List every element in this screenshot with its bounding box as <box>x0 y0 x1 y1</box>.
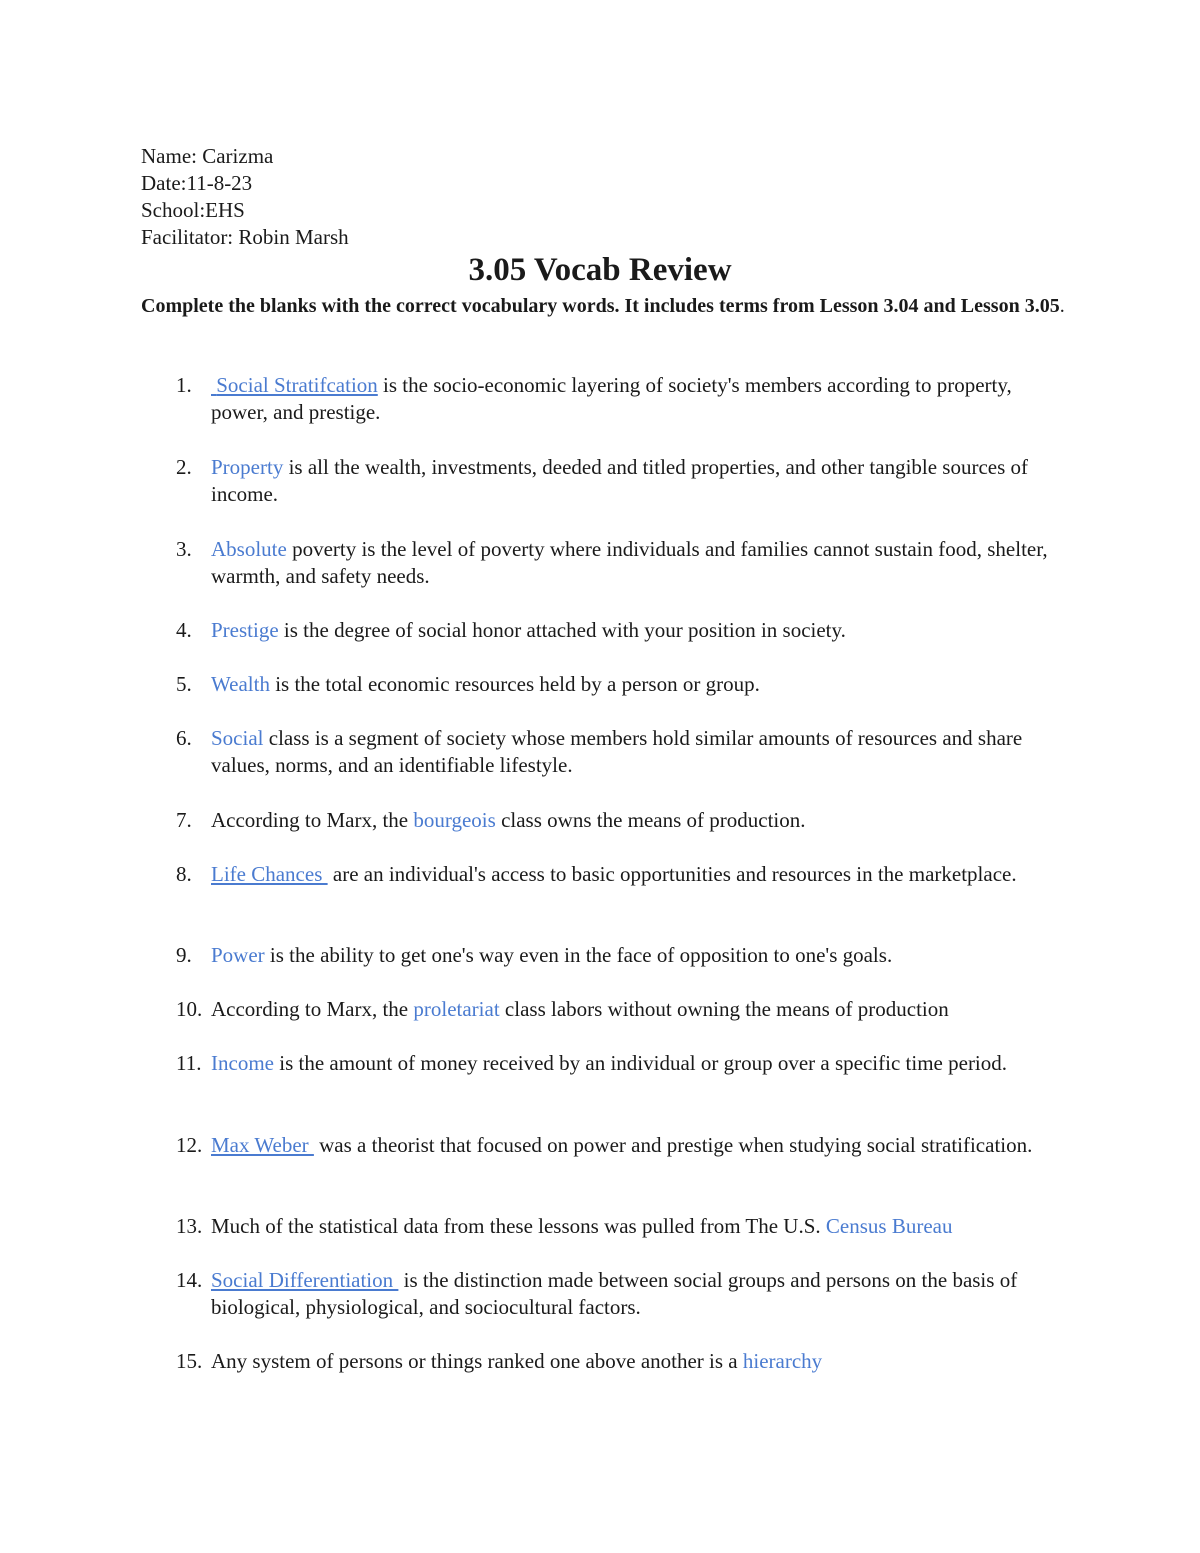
item-text-after: is all the wealth, investments, deeded and titled properties, and other tangible sources of income. <box>211 455 1029 506</box>
item-text-before: Much of the statistical data from these lessons was pulled from The U.S. <box>211 1214 826 1238</box>
item-text <box>211 372 1051 426</box>
item-text <box>211 1348 1051 1375</box>
item-text-after: class labors without owning the means of production <box>499 997 949 1021</box>
item-text <box>211 617 1051 644</box>
item-text <box>211 861 1051 888</box>
item-text-after: class is a segment of society whose members hold similar amounts of resources and share values, norms, and an identifiable lifestyle. <box>211 726 1023 777</box>
item-text-after: is the socio-economic layering of society's members according to property, power, and prestige. <box>211 373 1012 424</box>
vocab-answer: Income <box>211 1051 274 1075</box>
item-number: 8. <box>176 862 192 886</box>
item-text <box>211 996 1051 1023</box>
item-text-after: is the distinction made between social groups and persons on the basis of biological, physiological, and sociocultural factors. <box>211 1268 1018 1319</box>
vocab-answer: bourgeois <box>413 808 496 832</box>
page-title: 3.05 Vocab Review <box>468 252 732 288</box>
student-name: Name: Carizma <box>141 144 274 168</box>
vocab-answer: hierarchy <box>742 1349 823 1373</box>
instructions-period: . <box>1059 295 1065 317</box>
instructions-text: Complete the blanks with the correct vocabulary words. It includes terms from Lesson 3.04 and Lesson 3.05 <box>141 295 1060 317</box>
facilitator-name: Facilitator: Robin Marsh <box>141 225 349 249</box>
item-number: 10. <box>176 997 203 1021</box>
item-text <box>211 671 1051 698</box>
assignment-date: Date:11-8-23 <box>141 171 253 195</box>
item-text-before: Any system of persons or things ranked one above another is a <box>211 1349 743 1373</box>
item-text-after: poverty is the level of poverty where individuals and families cannot sustain food, shelter, warmth, and safety needs. <box>211 537 1048 588</box>
vocab-answer: Absolute <box>211 537 287 561</box>
item-text <box>211 536 1051 590</box>
vocab-answer: Life Chances <box>211 862 328 886</box>
item-text <box>211 454 1051 508</box>
item-text <box>211 725 1051 779</box>
item-number: 12. <box>176 1133 203 1157</box>
item-text-after: is the degree of social honor attached with your position in society. <box>278 618 846 642</box>
item-text <box>211 942 1051 969</box>
vocab-answer: Max Weber <box>211 1133 314 1157</box>
item-text-before: According to Marx, the <box>211 808 414 832</box>
item-number: 6. <box>176 726 192 750</box>
vocab-answer: Social <box>211 726 264 750</box>
item-number: 1. <box>176 373 192 397</box>
item-text <box>211 1132 1051 1159</box>
item-text-after: are an individual's access to basic opportunities and resources in the marketplace. <box>327 862 1017 886</box>
item-number: 3. <box>176 537 192 561</box>
item-text <box>211 807 1051 834</box>
school-name: School:EHS <box>141 198 245 222</box>
item-text <box>211 1267 1051 1321</box>
item-number: 9. <box>176 943 192 967</box>
item-number: 7. <box>176 808 192 832</box>
vocab-answer: Wealth <box>211 672 270 696</box>
item-text-before: According to Marx, the <box>211 997 414 1021</box>
item-text-after: was a theorist that focused on power and prestige when studying social stratification. <box>313 1133 1033 1157</box>
item-number: 2. <box>176 455 192 479</box>
item-text-after: is the amount of money received by an individual or group over a specific time period. <box>273 1051 1008 1075</box>
vocab-answer: Power <box>211 943 265 967</box>
item-number: 5. <box>176 672 192 696</box>
vocab-answer: Census Bureau <box>825 1214 953 1238</box>
item-number: 11. <box>176 1051 202 1075</box>
item-text <box>211 1213 1051 1240</box>
item-number: 13. <box>176 1214 203 1238</box>
vocab-answer: Social Differentiation <box>211 1268 399 1292</box>
item-text <box>211 1050 1051 1077</box>
vocab-answer: Prestige <box>211 618 279 642</box>
instructions <box>141 293 1071 320</box>
vocab-answer: Social Stratifcation <box>211 373 378 397</box>
item-number: 15. <box>176 1349 203 1373</box>
item-number: 14. <box>176 1268 203 1292</box>
item-text-after: class owns the means of production. <box>495 808 806 832</box>
vocab-answer: proletariat <box>413 997 500 1021</box>
item-text-after: is the total economic resources held by a person or group. <box>269 672 760 696</box>
item-number: 4. <box>176 618 192 642</box>
student-info-block <box>141 143 349 251</box>
item-text-after: is the ability to get one's way even in the face of opposition to one's goals. <box>264 943 893 967</box>
vocab-answer: Property <box>211 455 284 479</box>
